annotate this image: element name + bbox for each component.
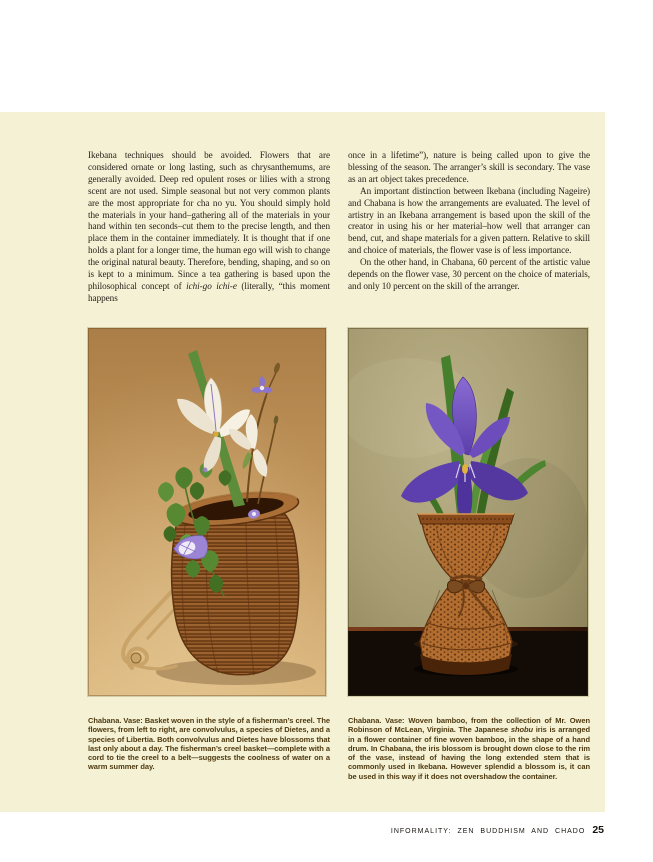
creel-basket-illustration (88, 328, 326, 696)
paragraph: once in a lifetime”), nature is being called upon to give the blessing of the season. The arranger’s skill is secondary. The vase as an art object takes precedence. (348, 150, 590, 184)
paragraph: An important distinction between Ikebana (including Nageire) and Chabana is how the arrangements are evaluated. The level of artistry in an Ikebana arrangement is based upon the skill of the creator in using his or her material–how well that arranger can bend, cut, and shape materials for a given pattern. Relative to skill and choice of materials, the flower vase is of less importance. (348, 185, 590, 256)
italic-phrase: ichi-go ichi-e (186, 280, 237, 291)
caption-text-run: Chabana. Vase: Woven bamboo, from the collection of Mr. Owen Robinson of McLean, Virginia. The Japanese (348, 716, 590, 735)
bamboo-vase-illustration (348, 328, 588, 696)
body-text-right-column (348, 150, 590, 293)
caption-text-run: iris is arranged in a flower container of fine woven bamboo, in the shape of a hand drum. In Chabana, the iris blossom is brought down close to the rim of the vase, instead of having the long extended stem that is commonly used in Ikebana. However splendid a blossom is, it can be used in this way if it does not overshadow the container. (348, 725, 590, 781)
paragraph: On the other hand, in Chabana, 60 percent of the artistic value depends on the flower vase, 30 percent on the choice of materials, and only 10 percent on the skill of the arranger. (348, 257, 590, 291)
body-text-run: (literally, “this moment happens (88, 280, 330, 303)
paragraph (88, 150, 330, 305)
body-text-run: Ikebana techniques should be avoided. Flowers that are considered ornate or long lasting, such as chrysanthemums, are generally avoided. Deep red opulent roses or lilies with a strong scent are not used. Simple seasonal but not very common plants are the most appropriate for cha no yu. You should simply hold the materials in your hand–gathering all of the materials in your hand within ten seconds–cut them to the precise length, and then place them in the container immediately. It is thought that if one holds a plant for a longer time, the human ego will wish to change the original natural beauty. Therefore, bending, shaping, and so on is kept to a minimum. Since a tea gathering is based upon the philosophical concept of (88, 150, 330, 291)
creel-basket-photo (88, 328, 326, 696)
page-background (0, 112, 605, 812)
creel-basket (172, 486, 301, 675)
page-number: 25 (592, 824, 604, 836)
page-footer (0, 820, 604, 838)
italic-term: shobu (510, 725, 534, 735)
running-head: INFORMALITY: ZEN BUDDHISM AND CHADO (390, 828, 586, 835)
body-text-left-column (88, 150, 330, 305)
bamboo-vase-photo (348, 328, 588, 696)
caption-left: Chabana. Vase: Basket woven in the style of a fisherman’s creel. The flowers, from left to right, are convolvulus, a species of Dietes, and a species of Libertia. Both convolvulus and Dietes have blossoms that last only about a day. The fisherman’s creel basket—complete with a cord to tie the creel to a belt—suggests the coolness of water on a warm summer day. (88, 716, 330, 772)
caption-right (348, 716, 590, 781)
